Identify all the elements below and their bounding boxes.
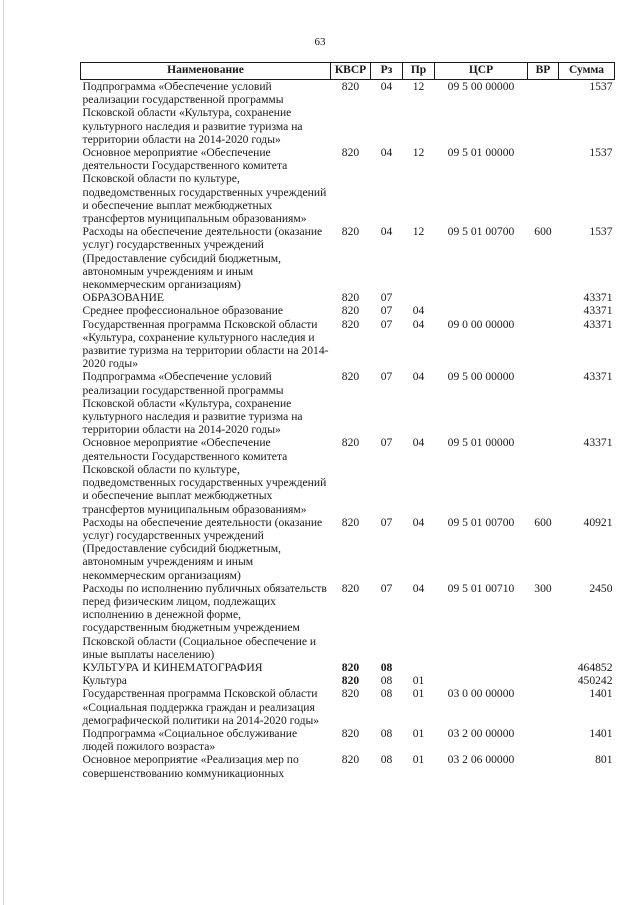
row-rz: 07 (380, 304, 393, 318)
row-csr (435, 291, 528, 304)
row-pr: 04 (412, 304, 425, 318)
row-kvsr: 820 (341, 581, 360, 595)
row-sum: 464852 (577, 660, 613, 674)
row-pr: 04 (412, 370, 425, 384)
row-pr: 12 (412, 225, 425, 239)
row-pr: 04 (412, 317, 425, 331)
row-sum: 43371 (583, 317, 613, 331)
row-vr (528, 146, 559, 225)
header-sum: Сумма (559, 63, 615, 80)
row-pr: 01 (412, 687, 425, 701)
row-rz: 07 (380, 291, 393, 305)
row-pr: 04 (412, 515, 425, 529)
table-row (81, 687, 615, 727)
table-row (81, 146, 615, 225)
row-name: Культура (82, 674, 127, 688)
row-pr: 01 (412, 726, 425, 740)
row-rz: 07 (380, 436, 393, 450)
row-name: Подпрограмма «Социальное обслуживание людей пожилого возраста» (82, 726, 298, 754)
row-vr (528, 318, 559, 371)
row-rz: 08 (380, 687, 393, 701)
row-sum: 1537 (589, 225, 613, 239)
row-pr (403, 291, 435, 304)
row-pr: 12 (412, 80, 425, 93)
row-sum: 1537 (589, 80, 613, 93)
row-name: Среднее профессиональное образование (82, 304, 284, 318)
table-row (81, 582, 615, 661)
row-vr (528, 687, 559, 727)
row-kvsr: 820 (341, 370, 360, 384)
row-kvsr: 820 (341, 80, 360, 93)
header-rz: Рз (371, 63, 403, 80)
row-csr: 09 5 00 00000 (447, 370, 515, 384)
row-vr: 600 (534, 515, 552, 529)
row-rz: 07 (380, 370, 393, 384)
table-row (81, 304, 615, 317)
row-vr (528, 80, 559, 147)
row-csr: 09 5 01 00700 (447, 515, 515, 529)
row-kvsr: 820 (341, 726, 360, 740)
row-sum: 1537 (589, 146, 613, 160)
row-vr (528, 291, 559, 304)
row-pr: 01 (412, 674, 425, 688)
row-name: Подпрограмма «Обеспечение условий реализации государственной программы Псковской области «Культура, сохранение культурного наследия и развитие туризма на территории области на 2014-2020 годы» (82, 370, 303, 437)
row-name: Расходы на обеспечение деятельности (оказание услуг) государственных учреждений (Предоставление субсидий бюджетным, автономным учреждениям и иным некоммерческим организациям) (82, 515, 323, 582)
table-row (81, 291, 615, 304)
table-row (81, 370, 615, 436)
row-csr (435, 661, 528, 674)
row-name: Подпрограмма «Обеспечение условий реализации государственной программы Псковской области «Культура, сохранение культурного наследия и развитие туризма на территории области на 2014-2020 годы» (82, 80, 303, 146)
header-csr: ЦСР (435, 63, 528, 80)
row-csr (435, 304, 528, 317)
row-csr: 03 0 00 00000 (447, 687, 515, 701)
row-rz: 07 (380, 317, 393, 331)
row-kvsr: 820 (341, 146, 360, 160)
row-vr: 600 (534, 225, 552, 239)
row-csr (435, 674, 528, 687)
row-sum: 450242 (577, 674, 613, 688)
row-sum: 1401 (589, 687, 613, 701)
row-csr: 03 2 00 00000 (447, 726, 515, 740)
row-rz: 08 (380, 660, 393, 674)
row-csr: 03 2 06 00000 (447, 753, 515, 767)
row-rz: 08 (380, 726, 393, 740)
row-vr: 300 (534, 581, 552, 595)
header-pr: Пр (403, 63, 435, 80)
table-row (81, 318, 615, 371)
row-pr: 01 (412, 753, 425, 767)
row-kvsr: 820 (341, 674, 360, 688)
row-vr (528, 727, 559, 753)
table-row (81, 661, 615, 674)
row-sum: 40921 (583, 515, 613, 529)
row-name: Расходы на обеспечение деятельности (оказание услуг) государственных учреждений (Предоставление субсидий бюджетным, автономным учреждениям и иным некоммерческим организациям) (82, 225, 323, 292)
table-row (81, 225, 615, 291)
header-vr: ВР (528, 63, 559, 80)
row-sum: 43371 (583, 436, 613, 450)
row-vr (528, 753, 559, 779)
row-name: Государственная программа Псковской области «Социальная поддержка граждан и реализация демографической политики на 2014-2020 годы» (82, 687, 320, 727)
row-name: ОБРАЗОВАНИЕ (82, 291, 164, 305)
row-vr (528, 304, 559, 317)
header-kvsr: КВСР (331, 63, 371, 80)
row-pr: 12 (412, 146, 425, 160)
row-rz: 04 (380, 80, 393, 93)
row-csr: 09 5 01 00000 (447, 146, 515, 160)
row-csr: 09 5 01 00000 (447, 436, 515, 450)
table-header-row (81, 63, 615, 80)
row-rz: 04 (380, 225, 393, 239)
row-csr: 09 5 01 00700 (447, 225, 515, 239)
row-sum: 43371 (583, 291, 613, 305)
row-sum: 1401 (589, 726, 613, 740)
row-vr (528, 370, 559, 436)
row-csr: 09 0 00 00000 (447, 317, 515, 331)
row-pr (403, 661, 435, 674)
row-csr: 09 5 00 00000 (447, 80, 515, 93)
row-pr: 04 (412, 436, 425, 450)
row-sum: 2450 (589, 581, 613, 595)
table-row (81, 727, 615, 753)
row-rz: 07 (380, 515, 393, 529)
row-kvsr: 820 (341, 317, 360, 331)
row-name: КУЛЬТУРА И КИНЕМАТОГРАФИЯ (82, 660, 263, 674)
row-name: Расходы по исполнению публичных обязательств перед физическим лицом, подлежащих исполнению в денежной форме, государственным бюджетным учреждением Псковской области (Социальное обеспечение и иные выплаты населению) (82, 581, 327, 661)
row-sum: 43371 (583, 370, 613, 384)
scan-edge-line (3, 0, 4, 905)
row-kvsr: 820 (341, 515, 360, 529)
row-name: Государственная программа Псковской области «Культура, сохранение культурного наследия и развитие туризма на территории области на 2014-2020 годы» (82, 317, 329, 371)
table-row (81, 80, 615, 147)
table-row (81, 436, 615, 515)
row-kvsr: 820 (341, 753, 360, 767)
row-name: Основное мероприятие «Реализация мер по совершенствованию коммуникационных (82, 753, 299, 780)
row-vr (528, 436, 559, 515)
row-sum: 43371 (583, 304, 613, 318)
row-vr (528, 674, 559, 687)
header-name: Наименование (81, 63, 331, 80)
row-kvsr: 820 (341, 225, 360, 239)
table-row (81, 753, 615, 779)
row-kvsr: 820 (341, 660, 360, 674)
row-kvsr: 820 (341, 436, 360, 450)
row-rz: 04 (380, 146, 393, 160)
page-number: 63 (314, 36, 326, 48)
row-name: Основное мероприятие «Обеспечение деятельности Государственного комитета Псковской области по культуре, подведомственных государственных учреждений и обеспечение выплат межбюджетных трансфертов муниципальным образованиям» (82, 436, 327, 516)
row-rz: 08 (380, 674, 393, 688)
table-row (81, 516, 615, 582)
row-kvsr: 820 (341, 687, 360, 701)
table-row (81, 674, 615, 687)
row-name: Основное мероприятие «Обеспечение деятельности Государственного комитета Псковской области по культуре, подведомственных государственных учреждений и обеспечение выплат межбюджетных трансфертов муниципальным образованиям» (82, 146, 327, 226)
row-kvsr: 820 (341, 291, 360, 305)
row-pr: 04 (412, 581, 425, 595)
row-sum: 801 (595, 753, 613, 767)
row-rz: 08 (380, 753, 393, 767)
budget-table (80, 62, 615, 780)
row-kvsr: 820 (341, 304, 360, 318)
row-rz: 07 (380, 581, 393, 595)
row-vr (528, 661, 559, 674)
row-csr: 09 5 01 00710 (447, 581, 515, 595)
